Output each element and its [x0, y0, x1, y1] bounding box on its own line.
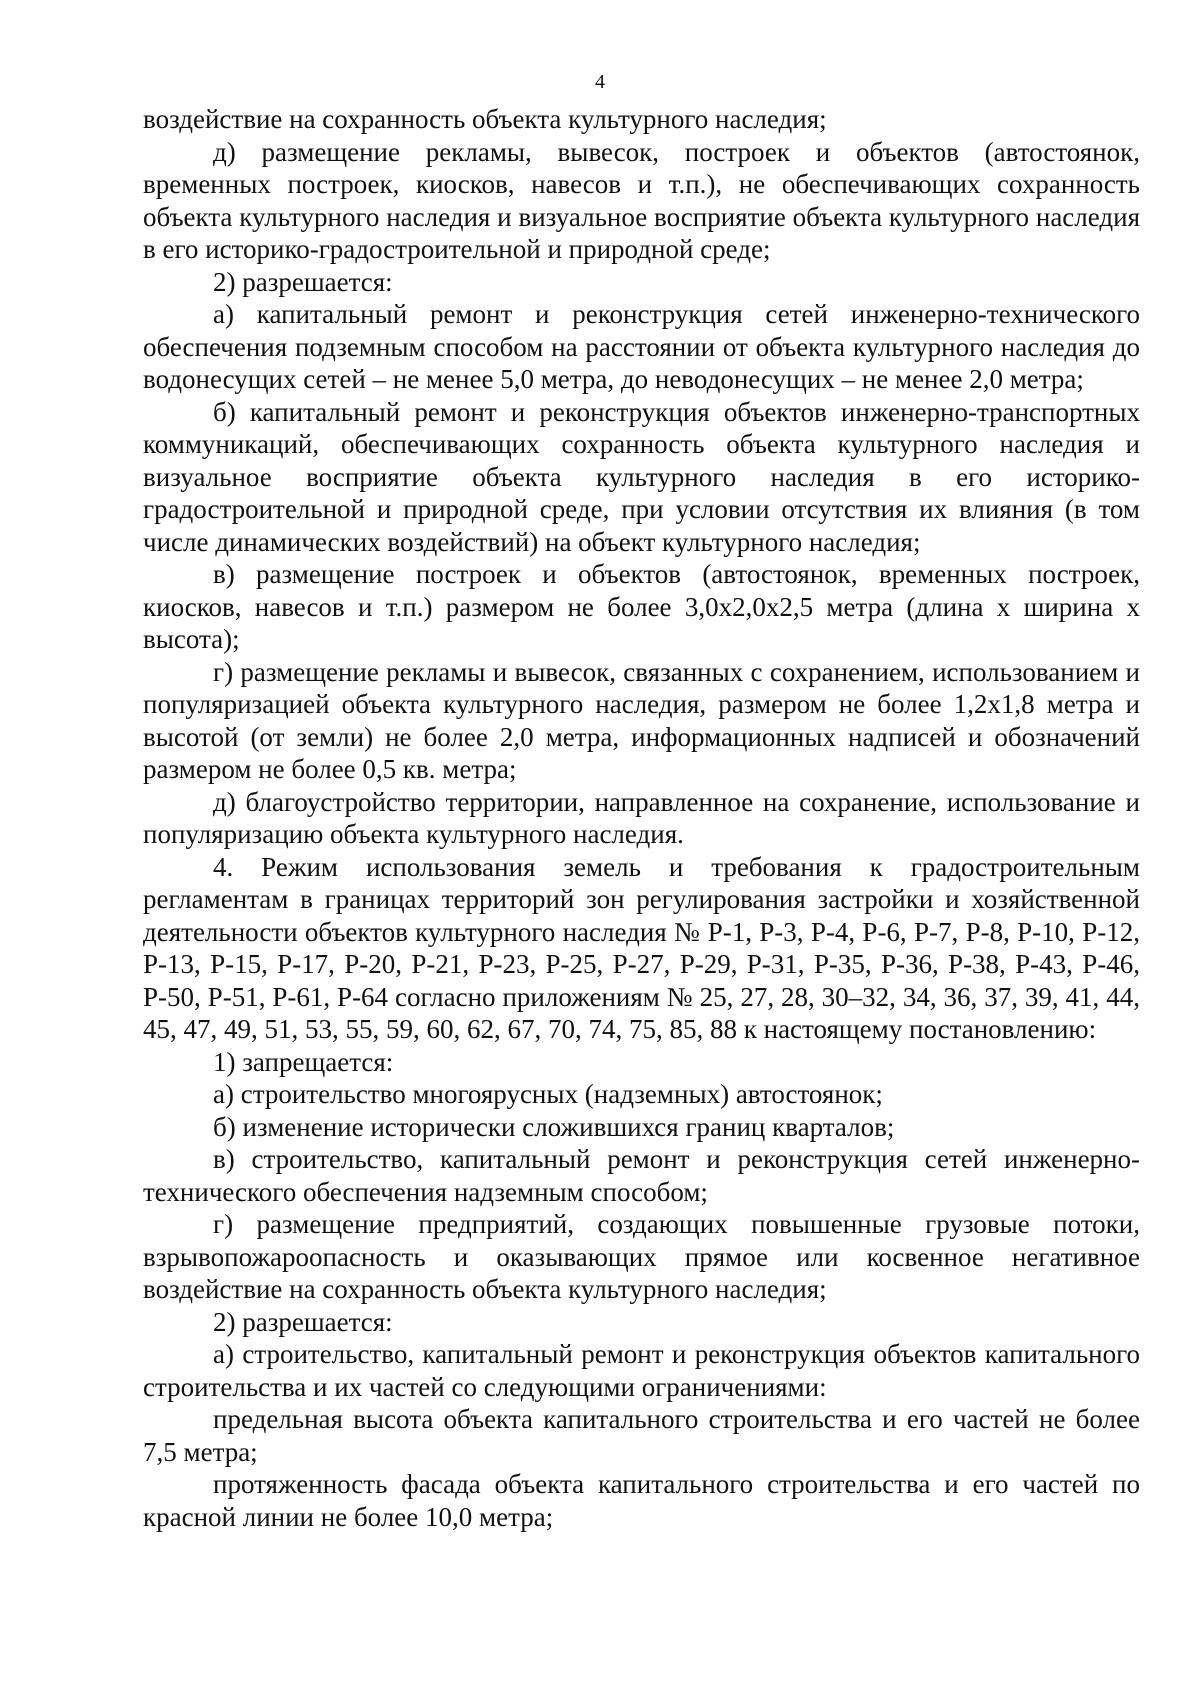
paragraph: в) строительство, капитальный ремонт и реконструкция сетей инженерно-технического обеспечения надземным способом;: [143, 1144, 1140, 1207]
paragraph: б) капитальный ремонт и реконструкция объектов инженерно-транспортных коммуникаций, обеспечивающих сохранность объекта культурного наследия и визуальное восприятие объекта культурного наследия в его историко-градостроительной и природной среде, при условии отсутствия их влияния (в том числе динамических воздействий) на объект культурного наследия;: [143, 396, 1140, 557]
paragraph: протяженность фасада объекта капитального строительства и его частей по красной линии не более 10,0 метра;: [143, 1469, 1140, 1532]
paragraph: 2) разрешается:: [213, 266, 393, 297]
paragraph: г) размещение рекламы и вывесок, связанных с сохранением, использованием и популяризацией объекта культурного наследия, размером не более 1,2х1,8 метра и высотой (от земли) не более 2,0 метра, информационных надписей и обозначений размером не более 0,5 кв. метра;: [143, 656, 1140, 784]
paragraph: б) изменение исторически сложившихся границ кварталов;: [213, 1111, 895, 1142]
paragraph: д) благоустройство территории, направленное на сохранение, использование и популяризацию объекта культурного наследия.: [143, 786, 1140, 849]
paragraph: д) размещение рекламы, вывесок, построек и объектов (автостоянок, временных построек, киосков, навесов и т.п.), не обеспечивающих сохранность объекта культурного наследия и визуальное восприятие объекта культурного наследия в его историко-градостроительной и природной среде;: [143, 136, 1140, 264]
paragraph: воздействие на сохранность объекта культурного наследия;: [143, 104, 827, 134]
paragraph: г) размещение предприятий, создающих повышенные грузовые потоки, взрывопожароопасность и оказывающих прямое или косвенное негативное воздействие на сохранность объекта культурного наследия;: [143, 1209, 1140, 1304]
paragraph: 1) запрещается:: [213, 1046, 394, 1077]
paragraph: а) капитальный ремонт и реконструкция сетей инженерно-технического обеспечения подземным способом на расстоянии от объекта культурного наследия до водонесущих сетей – не менее 5,0 метра, до неводонесущих – не менее 2,0 метра;: [143, 299, 1140, 394]
paragraph: 4. Режим использования земель и требования к градостроительным регламентам в границах территорий зон регулирования застройки и хозяйственной деятельности объектов культурного наследия № Р-1, Р-3, Р-4, Р-6, Р-7, Р-8, Р-10, Р-12, Р-13, Р-15, Р-17, Р-20, Р-21, Р-23, Р-25, Р-27, Р-29, Р-31, Р-35, Р-36, Р-38, Р-43, Р-46, Р-50, Р-51, Р-61, Р-64 согласно приложениям № 25, 27, 28, 30–32, 34, 36, 37, 39, 41, 44, 45, 47, 49, 51, 53, 55, 59, 60, 62, 67, 70, 74, 75, 85, 88 к настоящему постановлению:: [143, 851, 1140, 1044]
page-number: 4: [595, 71, 605, 93]
paragraph: а) строительство многоярусных (надземных) автостоянок;: [213, 1079, 883, 1109]
document-body: [143, 103, 1140, 1533]
paragraph: предельная высота объекта капитального строительства и его частей не более 7,5 метра;: [143, 1404, 1140, 1467]
paragraph: 2) разрешается:: [213, 1306, 393, 1337]
paragraph: а) строительство, капитальный ремонт и реконструкция объектов капитального строительства и их частей со следующими ограничениями:: [143, 1339, 1140, 1402]
paragraph: в) размещение построек и объектов (автостоянок, временных построек, киосков, навесов и т.п.) размером не более 3,0х2,0х2,5 метра (длина х ширина х высота);: [143, 559, 1140, 654]
